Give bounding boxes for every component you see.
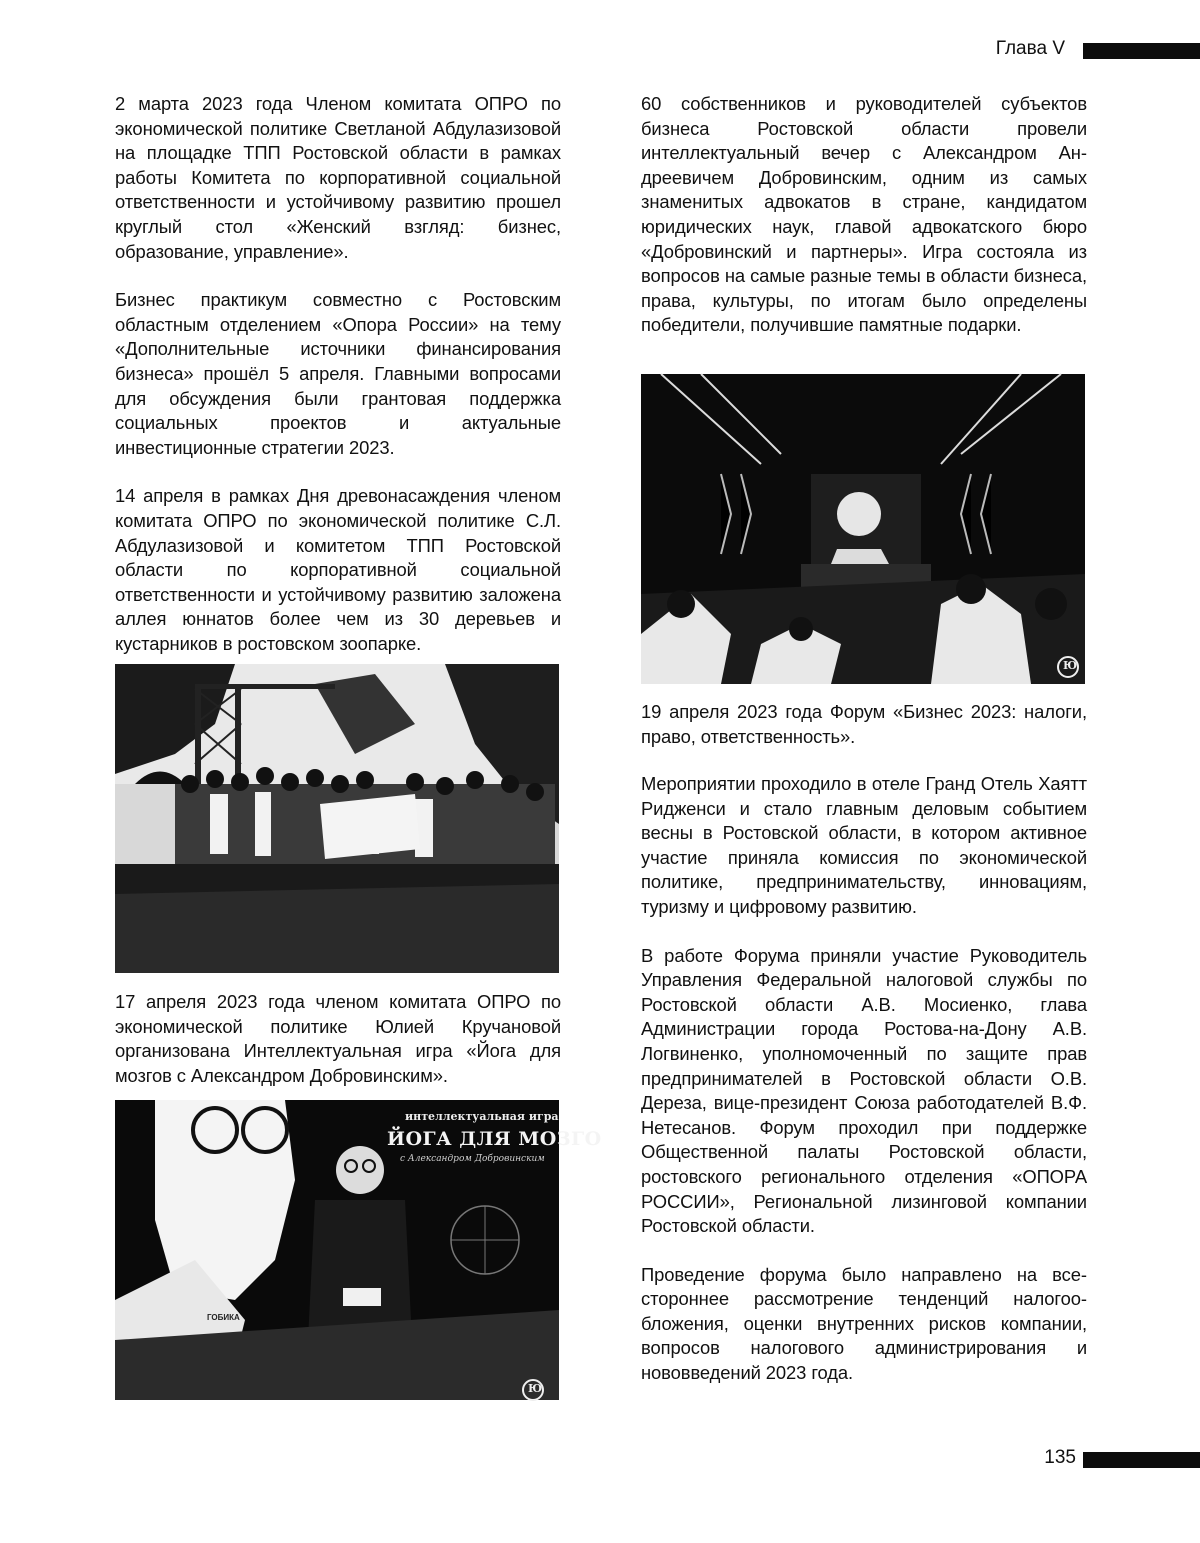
right-column-bottom <box>641 772 1087 1386</box>
caption-text: 19 апреля 2023 года Форум «Бизнес 2023: налоги, право, ответственность». <box>641 701 1087 747</box>
caption-text: 17 апреля 2023 года членом комитата ОПРО по экономической политике Юлией Кручановой организована Интеллектуальная игра «Йога для мозгов с Александром Добровинским». <box>115 991 561 1086</box>
paragraph: В работе Форума приняли участие Руководитель Управления Федеральной налоговой службы по Ростовской области А.В. Мосиенко, глава Администрации города Ростова-на-Дону А.В. Логвиненко, уполномоченный по защите прав предпринимателей в Ростовской области О.В. Дереза, вице-президент Союза работодателей В.Ф. Нетесанов. Форум проходил при поддержке Общественной палаты Ростовской области, ростовского регионального отделения «ОПОРА РОССИИ», Региональной лизинговой компании Ростовской области. <box>641 944 1087 1237</box>
paragraph: Проведение форума было направлено на всестороннее рассмотрение тенденций налогообложения, оценки внутренних рисков компании, вопросов налогового администрирования и нововведений 2023 года. <box>641 1263 1087 1384</box>
caption-yoga-game <box>115 990 561 1088</box>
right-column-top <box>641 92 1087 338</box>
left-column <box>115 92 561 656</box>
paragraph: 60 собственников и руководителей субъектов бизнеса Ростовской области провели интеллектуальный вечер с Александром Андреевичем Добровинским, одним из самых знаменитых адвокатов в стране, кандидатом юридических наук, главой адвокатского бюро «Добровинский и партнеры». Игра состояла из вопросов на самые разные темы в области бизнеса, права, культуры, по итогам было определены победители, получившие памятные подарки. <box>641 93 1087 336</box>
poster-brand: ГОБИКА <box>207 1313 240 1322</box>
photo-intellectual-evening <box>641 374 1085 684</box>
photo-tree-planting <box>115 664 559 973</box>
paragraph: Мероприятии проходило в отеле Гранд Отель Хаятт Ридженси и стало главным деловым событием весны в Ростовской области, в котором активное участие приняла комиссия по экономической политике, предпринимательству, инновациям, туризму и цифровому развитию. <box>641 773 1087 917</box>
paragraph: Бизнес практикум совместно с Ростовским областным отделением «Опора России» на тему «Дополнительные источники финансирования бизнеса» прошёл 5 апреля. Главными вопросами для обсуждения были грантовая поддержка социальных проектов и актуальные инвестиционные стратегии 2023. <box>115 289 561 458</box>
poster-big-title: ЙОГА ДЛЯ МОЗГО <box>387 1128 602 1150</box>
watermark-logo: Ю <box>1063 659 1078 672</box>
watermark-logo: Ю <box>528 1382 543 1395</box>
caption-forum <box>641 700 1087 749</box>
footer-bar <box>1083 1452 1200 1468</box>
paragraph: 14 апреля в рамках Дня древонасаждения членом комитата ОПРО по экономической политике С.Л. Абдулазизовой и комитетом ТПП Ростовской области по корпоративной социальной ответственности и устойчивому развитию заложена аллея юннатов более чем из 30 деревьев и кустарников в ростовском зоопарке. <box>115 485 561 654</box>
page-number: 135 <box>1044 1447 1076 1468</box>
photo-yoga-poster <box>115 1100 602 1400</box>
header-bar <box>1083 43 1200 59</box>
chapter-label: Глава V <box>995 38 1065 59</box>
poster-small-title: интеллектуальная игра <box>405 1110 559 1123</box>
paragraph: 2 марта 2023 года Членом комитата ОПРО по экономической политике Светланой Абдулазизовой на площадке ТПП Ростовской области в рамках работы Комитета по корпоративной социальной ответственности и устойчивому развитию прошел круглый стол «Женский взгляд: бизнес, образование, управление». <box>115 93 561 262</box>
poster-script-line: с Александром Добровинским <box>400 1154 545 1164</box>
